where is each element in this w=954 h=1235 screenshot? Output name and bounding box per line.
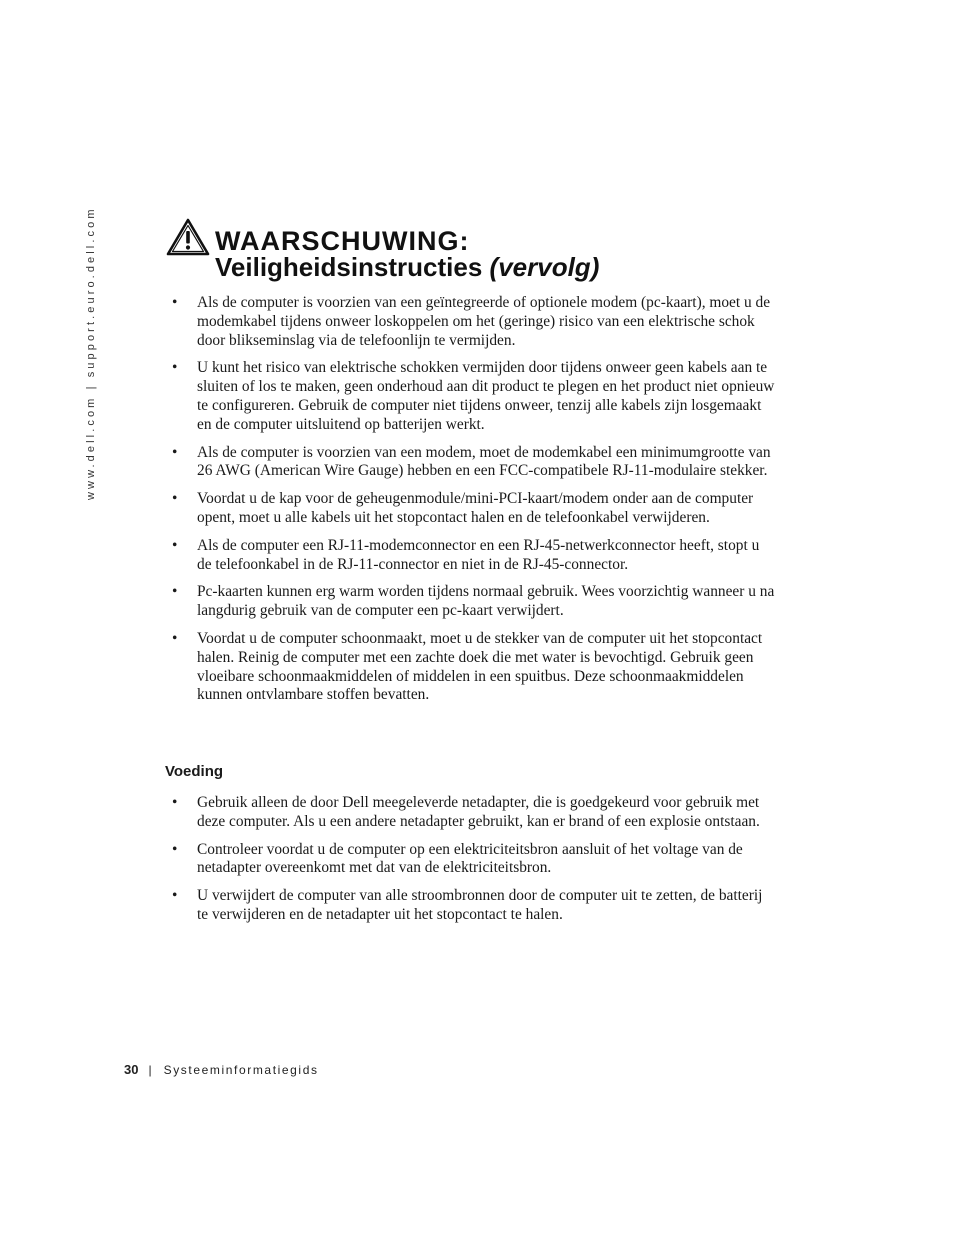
list-item: • U kunt het risico van elektrische schokken vermijden door tijdens onweer geen kabels aan te sluiten of los te maken, geen onderhoud aan dit product te plegen en het product niet opnieuw te configureren. Gebruik de computer niet tijdens onweer, tenzij alle kabels zijn losgemaakt en de computer uitsluitend op batterijen werkt. <box>166 359 776 434</box>
list-item: • Voordat u de computer schoonmaakt, moet u de stekker van de computer uit het stopcontact halen. Reinig de computer met een zachte doek die met water is bevochtigd. Gebruik geen vloeibare schoonmaakmiddelen of middelen in een spuitbus. Deze schoonmaakmiddelen kunnen ontvlambare stoffen bevatten. <box>166 630 776 705</box>
guide-title: Systeeminformatiegids <box>163 1063 319 1077</box>
list-item: • Voordat u de kap voor de geheugenmodule/mini-PCI-kaart/modem onder aan de computer opent, moet u alle kabels uit het stopcontact halen en de telefoonkabel verwijderen. <box>166 490 776 528</box>
heading-subtitle-main: Veiligheidsinstructies <box>215 252 483 282</box>
list-item: • U verwijdert de computer van alle stroombronnen door de computer uit te zetten, de batterij te verwijderen en de netadapter uit het stopcontact te halen. <box>166 887 776 925</box>
list-item: • Controleer voordat u de computer op een elektriciteitsbron aansluit of het voltage van de netadapter overeenkomt met dat van de elektriciteitsbron. <box>166 841 776 879</box>
list-item: • Als de computer is voorzien van een modem, moet de modemkabel een minimumgrootte van 26 AWG (American Wire Gauge) hebben en een FCC-compatibele RJ-11-modulaire stekker. <box>166 444 776 482</box>
page-number: 30 <box>124 1062 139 1077</box>
list-item: • Als de computer een RJ-11-modemconnector en een RJ-45-netwerkconnector heeft, stopt u de telefoonkabel in de RJ-11-connector en niet in de RJ-45-connector. <box>166 537 776 575</box>
page-footer <box>124 1062 319 1077</box>
power-instructions-list <box>166 794 776 934</box>
heading-title: WAARSCHUWING: <box>215 226 470 256</box>
section-title-voeding: Voeding <box>165 763 224 780</box>
side-url: www.dell.com | support.euro.dell.com <box>85 206 97 500</box>
heading-subtitle <box>215 252 599 283</box>
heading-subtitle-continued: (vervolg) <box>489 252 600 282</box>
list-item: • Als de computer is voorzien van een geïntegreerde of optionele modem (pc-kaart), moet u de modemkabel tijdens onweer loskoppelen om het (geringe) risico van een elektrische schok door blikseminslag via de telefoonlijn te vermijden. <box>166 294 776 350</box>
list-item: • Gebruik alleen de door Dell meegeleverde netadapter, die is goedgekeurd voor gebruik met deze computer. Als u een andere netadapter gebruikt, kan er brand of een explosie ontstaan. <box>166 794 776 832</box>
warning-triangle-icon <box>166 218 210 256</box>
list-item: • Pc-kaarten kunnen erg warm worden tijdens normaal gebruik. Wees voorzichtig wanneer u na langdurig gebruik van de computer een pc-kaart verwijdert. <box>166 583 776 621</box>
safety-instructions-list <box>166 294 776 714</box>
footer-separator: | <box>148 1063 152 1077</box>
